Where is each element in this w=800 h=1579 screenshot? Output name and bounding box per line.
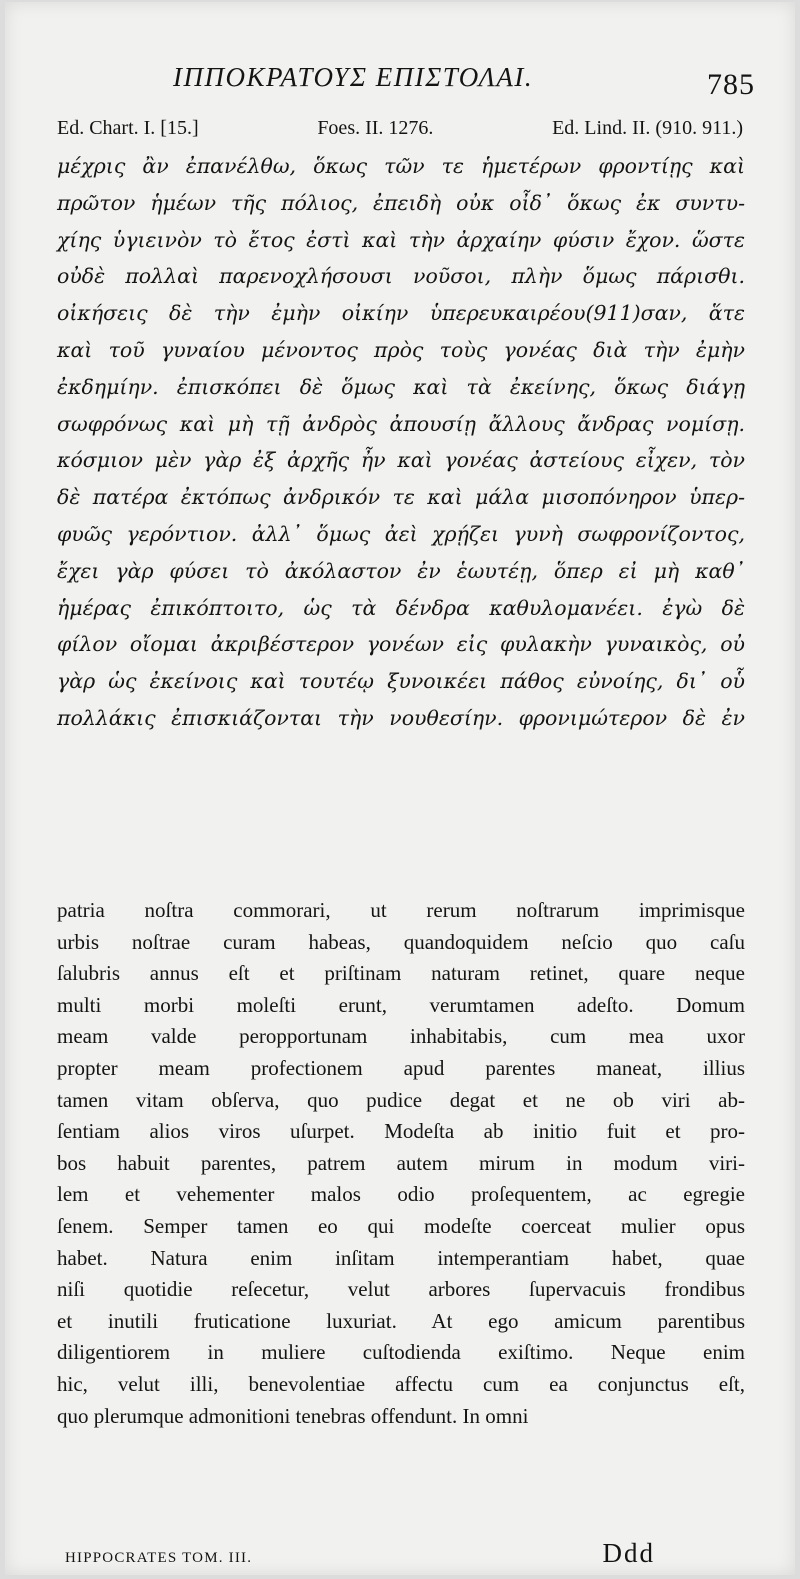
latin-text-block [57, 895, 745, 1432]
latin-text-line: meam valde peropportunam inhabitabis, cum mea uxor [57, 1024, 745, 1049]
greek-text-line: μέχρις ἂν ἐπανέλθω, ὅκως τῶν τε ἡμετέρων φροντίῃς καὶ [57, 154, 745, 178]
edition-ref-foesius: Foes. II. 1276. [317, 117, 434, 139]
book-page [5, 2, 795, 1575]
latin-text-line: bos habuit parentes, patrem autem mirum in modum viri- [57, 1150, 745, 1175]
greek-text-line: σωφρόνως καὶ μὴ τῇ ἀνδρὸς ἀπουσίῃ ἄλλους ἄνδρας νομίσῃ. [57, 411, 745, 436]
greek-text-line: κόσμιον μὲν γὰρ ἐξ ἀρχῆς ἦν καὶ γονέας ἀστείους εἶχεν, τὸν [57, 448, 745, 473]
footer-signature-mark: Ddd [602, 1538, 655, 1568]
latin-text-line: ſentiam alios viros uſurpet. Modeſta ab initio fuit et pro- [57, 1119, 745, 1144]
edition-references [57, 117, 743, 140]
greek-text-line: καὶ τοῦ γυναίου μένοντος πρὸς τοὺς γονέας διὰ τὴν ἐμὴν [57, 337, 745, 362]
greek-text-line: πρῶτον ἡμέων τῆς πόλιος, ἐπειδὴ οὐκ οἶδ᾽ ὅκως ἐκ συντυ- [57, 190, 745, 215]
latin-text-line: lem et vehementer malos odio proſequentem, ac egregie [57, 1182, 745, 1207]
latin-text-line: multi morbi moleſti erunt, verumtamen adeſto. Domum [57, 992, 745, 1017]
latin-text-line: ſenem. Semper tamen eo qui modeſte coerceat mulier opus [57, 1213, 745, 1238]
edition-ref-chartier: Ed. Chart. I. [15.] [57, 117, 199, 139]
greek-text-line: φυῶς γερόντιον. ἀλλ᾽ ὅμως ἀεὶ χρῄζει γυνὴ σωφρονίζοντος, [57, 521, 745, 546]
page-footer [57, 1538, 745, 1569]
latin-text-line: et inutili fruticatione luxuriat. At ego amicum parentibus [57, 1308, 745, 1333]
footer-signature-note: HIPPOCRATES TOM. III. [65, 1550, 253, 1566]
latin-text-line: ſalubris annus eſt et priſtinam naturam retinet, quare neque [57, 961, 745, 986]
greek-text-line: οὐδὲ πολλαὶ παρενοχλήσουσι νοῦσοι, πλὴν ὅμως πάρισθι. [57, 264, 745, 289]
greek-text-block [57, 148, 745, 737]
latin-text-line: urbis noſtrae curam habeas, quandoquidem neſcio quo caſu [57, 929, 745, 954]
greek-text-line: γὰρ ὡς ἐκείνοις καὶ τουτέῳ ξυνοικέει πάθος εὐνοίης, δι᾽ οὗ [57, 669, 745, 694]
latin-text-line: habet. Natura enim inſitam intemperantiam habet, quae [57, 1245, 745, 1270]
latin-text-line: hic, velut illi, benevolentiae affectu cum ea conjunctus eſt, [57, 1371, 745, 1396]
greek-text-line: χίης ὑγιεινὸν τὸ ἔτος ἐστὶ καὶ τὴν ἀρχαίην φύσιν ἔχον. ὥστε [57, 227, 745, 252]
greek-text-line: οἰκήσεις δὲ τὴν ἐμὴν οἰκίην ὑπερευκαιρέου(911)σαν, ἅτε [57, 301, 745, 326]
latin-text-line: niſi quotidie reſecetur, velut arbores ſupervacuis frondibus [57, 1277, 745, 1302]
page-number: 785 [707, 68, 755, 101]
greek-text-line: πολλάκις ἐπισκιάζονται τὴν νουθεσίην. φρονιμώτερον δὲ ἐν [57, 705, 745, 730]
running-title: ΙΠΠΟΚΡΑΤΟΥΣ ΕΠΙΣΤΟΛΑΙ. [173, 62, 534, 92]
greek-text-line: φίλον οἴομαι ἀκριβέστερον γονέων εἰς φυλακὴν γυναικὸς, οὐ [57, 632, 745, 657]
greek-text-line: ἡμέρας ἐπικόπτοιτο, ὡς τὰ δένδρα καθυλομανέει. ἐγὼ δὲ [57, 595, 745, 620]
latin-text-line: propter meam profectionem apud parentes maneat, illius [57, 1055, 745, 1080]
latin-text-line: patria noſtra commorari, ut rerum noſtrarum imprimisque [57, 898, 745, 922]
greek-text-line: δὲ πατέρα ἐκτόπως ἀνδρικόν τε καὶ μάλα μισοπόνηρον ὑπερ- [57, 485, 745, 510]
edition-ref-linden: Ed. Lind. II. (910. 911.) [552, 117, 743, 139]
latin-text-line: diligentiorem in muliere cuſtodienda exiſtimo. Neque enim [57, 1340, 745, 1365]
latin-text-line: quo plerumque admonitioni tenebras offendunt. In omni [57, 1403, 529, 1428]
greek-text-line: ἔχει γὰρ φύσει τὸ ἀκόλαστον ἐν ἑωυτέῃ, ὅπερ εἰ μὴ καθ᾽ [57, 558, 745, 583]
greek-text-line: ἐκδημίην. ἐπισκόπει δὲ ὅμως καὶ τὰ ἐκείνης, ὅκως διάγῃ [57, 374, 745, 399]
latin-text-line: tamen vitam obſerva, quo pudice degat et ne ob viri ab- [57, 1087, 745, 1112]
